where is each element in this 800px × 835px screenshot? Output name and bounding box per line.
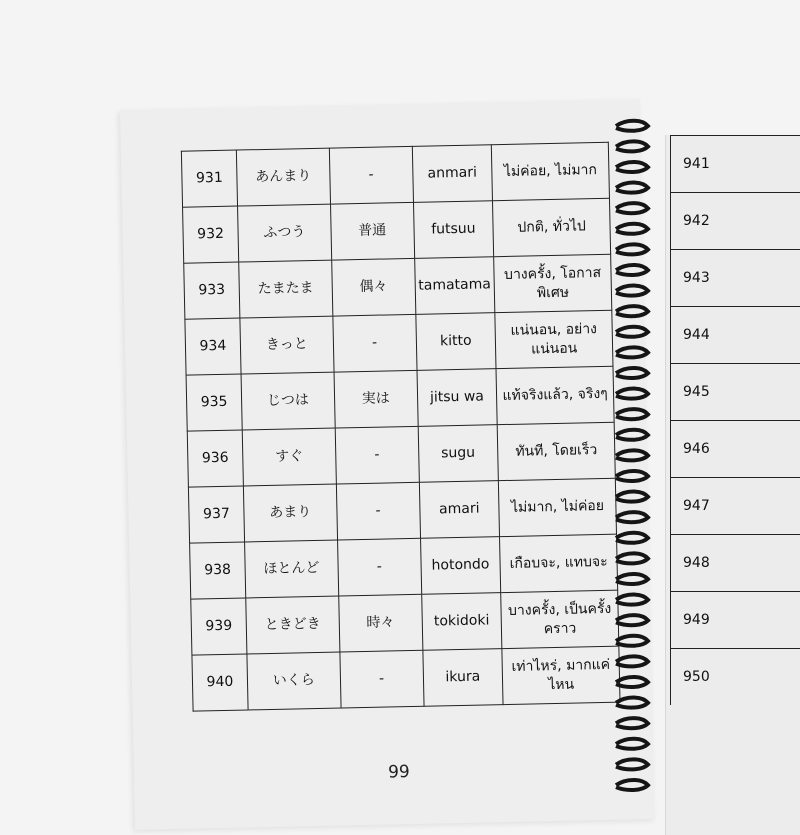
kana-cell: ふつう [237, 204, 331, 262]
spiral-coil-loop [616, 718, 648, 728]
right-table-row [670, 477, 800, 534]
right-table-row [670, 192, 800, 249]
kanji-cell: - [329, 146, 413, 204]
table-row [186, 366, 614, 431]
table-row [192, 646, 620, 711]
right-row-number: 941 [683, 156, 710, 172]
thai-meaning-cell: ทันที, โดยเร็ว [497, 422, 615, 480]
row-number: 933 [184, 262, 240, 319]
spiral-coil-loop [616, 595, 648, 605]
kanji-cell: 時々 [338, 594, 422, 652]
romaji-cell: ikura [422, 649, 503, 707]
kana-cell: いくら [247, 652, 341, 710]
table-row [181, 142, 609, 207]
kanji-cell: - [340, 650, 424, 708]
right-table-row [670, 249, 800, 306]
left-page [120, 99, 655, 830]
kana-cell: きっと [240, 316, 334, 374]
row-number: 934 [185, 318, 241, 375]
spiral-coil-loop [616, 739, 648, 749]
spiral-coil-loop [616, 347, 648, 357]
spiral-coil-loop [616, 368, 648, 378]
row-number: 936 [187, 430, 243, 487]
right-table-row [670, 135, 800, 192]
right-table-row [670, 363, 800, 420]
vocabulary-table [181, 142, 621, 712]
spiral-coil-loop [616, 759, 648, 769]
right-row-number: 950 [683, 669, 710, 685]
romaji-cell: tokidoki [421, 593, 502, 651]
kana-cell: すぐ [242, 428, 336, 486]
row-number: 932 [183, 206, 239, 263]
right-row-number: 943 [683, 270, 710, 286]
thai-meaning-cell: บางครั้ง, เป็นครั้งคราว [501, 590, 619, 648]
row-number: 938 [190, 542, 246, 599]
row-number: 935 [186, 374, 242, 431]
table-row [185, 310, 613, 375]
right-table-row [670, 648, 800, 705]
table-row [187, 422, 615, 487]
right-row-number: 946 [683, 441, 710, 457]
row-number: 931 [181, 150, 237, 207]
spiral-coil-loop [616, 677, 648, 687]
right-table-row [670, 534, 800, 591]
spiral-coil-loop [616, 162, 648, 172]
table-row [183, 198, 611, 263]
right-table-row [670, 591, 800, 648]
kanji-cell: - [337, 538, 421, 596]
kanji-cell: 普通 [330, 202, 414, 260]
romaji-cell: amari [419, 481, 500, 539]
spiral-coil-loop [616, 450, 648, 460]
kana-cell: たまたま [239, 260, 333, 318]
row-number: 940 [192, 654, 248, 711]
right-row-number: 945 [683, 384, 710, 400]
spiral-coil-loop [616, 533, 648, 543]
table-row [188, 478, 616, 543]
kana-cell: あんまり [236, 148, 330, 206]
thai-meaning-cell: แท้จริงแล้ว, จริงๆ [496, 366, 614, 424]
spiral-coil-loop [616, 141, 648, 151]
right-page [665, 135, 800, 835]
romaji-cell: sugu [418, 425, 499, 483]
right-row-number: 949 [683, 612, 710, 628]
thai-meaning-cell: เท่าไหร่, มากแค่ไหน [502, 646, 620, 704]
spiral-coil-loop [616, 471, 648, 481]
table-row [184, 254, 612, 319]
romaji-cell: hotondo [420, 537, 501, 595]
right-row-number: 948 [683, 555, 710, 571]
spiral-coil-loop [616, 615, 648, 625]
spiral-coil-loop [616, 244, 648, 254]
page-number: 99 [387, 762, 410, 783]
kanji-cell: - [333, 314, 417, 372]
right-page-table [670, 135, 800, 705]
spiral-coil-loop [616, 574, 648, 584]
spiral-coil-loop [616, 780, 648, 790]
kana-cell: ほとんど [245, 540, 339, 598]
spiral-coil-loop [616, 306, 648, 316]
romaji-cell: kitto [415, 313, 496, 371]
right-row-number: 947 [683, 498, 710, 514]
thai-meaning-cell: บางครั้ง, โอกาสพิเศษ [494, 254, 612, 312]
spiral-coil-loop [616, 389, 648, 399]
romaji-cell: jitsu wa [417, 369, 498, 427]
right-table-row [670, 420, 800, 477]
spiral-coil-loop [616, 636, 648, 646]
table-row [190, 534, 618, 599]
spiral-coil-loop [616, 409, 648, 419]
spiral-binding [612, 118, 652, 808]
spiral-coil-loop [616, 512, 648, 522]
kana-cell: あまり [243, 484, 337, 542]
kana-cell: じつは [241, 372, 335, 430]
kanji-cell: 偶々 [331, 258, 415, 316]
romaji-cell: futsuu [413, 201, 494, 259]
spiral-coil-loop [616, 656, 648, 666]
kanji-cell: - [335, 426, 419, 484]
spiral-coil-loop [616, 430, 648, 440]
spiral-coil-loop [616, 203, 648, 213]
spiral-coil-loop [616, 224, 648, 234]
spiral-coil-loop [616, 492, 648, 502]
spiral-coil-loop [616, 286, 648, 296]
spiral-coil-loop [616, 121, 648, 131]
kanji-cell: 実は [334, 370, 418, 428]
romaji-cell: tamatama [414, 257, 495, 315]
row-number: 939 [191, 598, 247, 655]
kana-cell: ときどき [246, 596, 340, 654]
romaji-cell: anmari [412, 145, 493, 203]
right-row-number: 944 [683, 327, 710, 343]
spiral-coil-loop [616, 183, 648, 193]
vocabulary-table-body [181, 142, 620, 711]
thai-meaning-cell: ไม่ค่อย, ไม่มาก [491, 142, 609, 200]
spiral-coil-loop [616, 698, 648, 708]
thai-meaning-cell: ไม่มาก, ไม่ค่อย [499, 478, 617, 536]
right-row-number: 942 [683, 213, 710, 229]
thai-meaning-cell: แน่นอน, อย่างแน่นอน [495, 310, 613, 368]
spiral-coil-loop [616, 265, 648, 275]
spiral-coil-loop [616, 327, 648, 337]
right-table-row [670, 306, 800, 363]
thai-meaning-cell: เกือบจะ, แทบจะ [500, 534, 618, 592]
table-row [191, 590, 619, 655]
row-number: 937 [188, 486, 244, 543]
kanji-cell: - [336, 482, 420, 540]
spiral-coil-loop [616, 553, 648, 563]
thai-meaning-cell: ปกติ, ทั่วไป [493, 198, 611, 256]
